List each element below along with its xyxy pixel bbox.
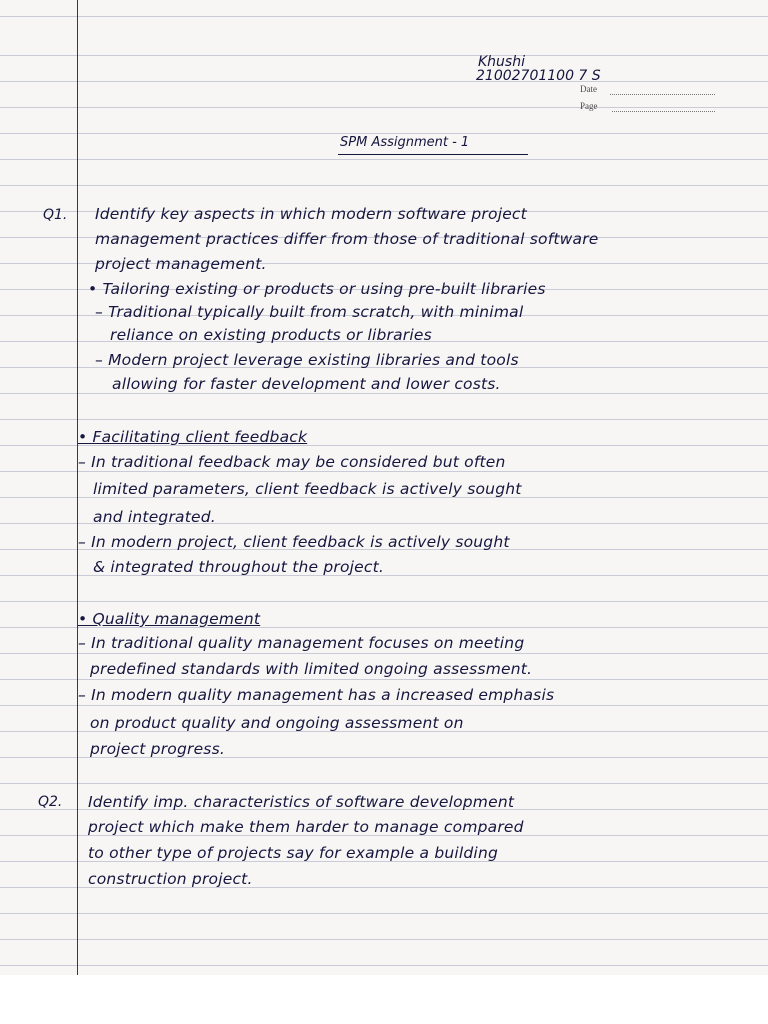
answer-line: – Modern project leverage existing libraries and tools [95, 351, 519, 369]
page-title: SPM Assignment - 1 [340, 135, 470, 150]
answer-line: on product quality and ongoing assessment on [90, 714, 464, 732]
question-2-label: Q2. [38, 794, 63, 810]
page-label: Page [580, 101, 598, 111]
answer-line: allowing for faster development and lower costs. [112, 375, 501, 393]
bullet-heading: • Tailoring existing or products or using pre-built libraries [88, 280, 546, 298]
answer-line: – Traditional typically built from scratch, with minimal [95, 303, 524, 321]
date-label: Date [580, 84, 597, 94]
student-name: Khushi [478, 54, 525, 70]
answer-line: reliance on existing products or libraries [110, 326, 432, 344]
answer-line: limited parameters, client feedback is actively sought [93, 480, 522, 498]
bullet-heading: • Facilitating client feedback [78, 428, 308, 446]
bullet-heading: • Quality management [78, 610, 261, 628]
roll-number: 21002701100 7 S [476, 68, 601, 84]
answer-line: management practices differ from those of traditional software [95, 230, 599, 248]
answer-line: Identify key aspects in which modern software project [95, 205, 527, 223]
question-1-label: Q1. [43, 207, 68, 223]
answer-line: and integrated. [93, 508, 216, 526]
answer-line: predefined standards with limited ongoing assessment. [90, 660, 533, 678]
page-bottom-margin [0, 975, 768, 1024]
answer-line: & integrated throughout the project. [93, 558, 385, 576]
page-rule [612, 111, 715, 112]
answer-line: project which make them harder to manage compared [88, 818, 524, 836]
answer-line: – In traditional feedback may be considered but often [78, 453, 506, 471]
answer-line: – In modern quality management has a increased emphasis [78, 686, 555, 704]
answer-line: project progress. [90, 740, 225, 758]
answer-line: to other type of projects say for example a building [88, 844, 499, 862]
answer-line: project management. [95, 255, 267, 273]
answer-line: – In modern project, client feedback is actively sought [78, 533, 510, 551]
margin-line [77, 0, 78, 975]
answer-line: Identify imp. characteristics of software development [88, 793, 515, 811]
title-underline [338, 154, 528, 155]
date-rule [610, 94, 715, 95]
answer-line: – In traditional quality management focuses on meeting [78, 634, 525, 652]
answer-line: construction project. [88, 870, 253, 888]
